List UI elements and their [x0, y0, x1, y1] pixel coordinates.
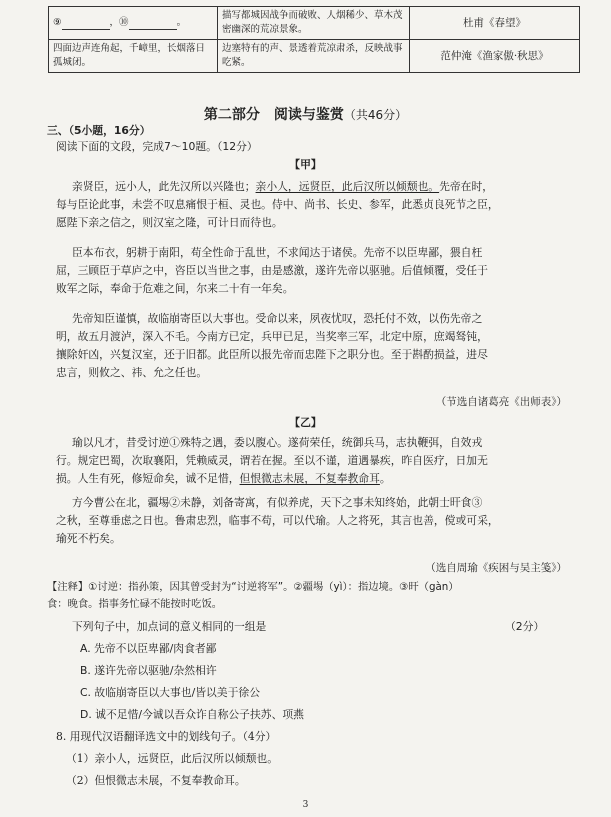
passage-line: 臣本布衣，躬耕于南阳，苟全性命于乱世，不求闻达于诸侯。先帝不以臣卑鄙，猥自枉 — [72, 246, 483, 259]
passage-line: 愿陛下亲之信之，则汉室之隆，可计日而待也。 — [56, 216, 283, 229]
source-cell: 范仲淹《渔家傲·秋思》 — [410, 40, 580, 73]
source-cell: 杜甫《春望》 — [410, 7, 580, 40]
description-cell: 描写都城因战争而破败、人烟稀少、草木茂密幽深的荒凉景象。 — [218, 7, 410, 40]
passage-line — [72, 180, 493, 194]
passage-line: 瑜以凡才，昔受讨逆①殊特之遇，委以腹心。遂荷荣任，统御兵马，志执鞭弭，自效戎 — [72, 436, 483, 449]
passage-line: 忠言，则攸之、祎、允之任也。 — [56, 366, 208, 379]
passage-line: 行。规定巴蜀，次取襄阳，凭赖威灵，谓若在握。至以不谨，道遇暴疾，昨自医疗，日加无 — [56, 454, 488, 467]
q7-option-d[interactable]: D. 诚不足惜/今诚以吾众诈自称公子扶苏、项燕 — [80, 708, 304, 721]
passage-b-source: （选自周瑜《疾困与吴主笺》） — [425, 562, 567, 574]
notes-line: 食：晚食。指事务忙碌不能按时吃饭。 — [47, 598, 223, 610]
q8-stem: 8. 用现代汉语翻译选文中的划线句子。（4分） — [56, 730, 277, 743]
part-score: （共46分） — [343, 108, 408, 122]
passage-line: 明，故五月渡泸，深入不毛。今南方已定，兵甲已足，当奖率三军，北定中原，庶竭驽钝， — [56, 330, 488, 343]
answer-blank[interactable] — [129, 19, 177, 30]
punct: 。 — [176, 17, 187, 28]
description-cell: 边塞特有的声、景透着荒凉肃杀，反映战事吃紧。 — [218, 40, 410, 73]
passage-line: 攘除奸凶，兴复汉室，还于旧都。此臣所以报先帝而忠陛下之职分也。至于斟酌损益，进尽 — [56, 348, 488, 361]
passage-line — [56, 472, 391, 486]
passage-line: 屈，三顾臣于草庐之中，咨臣以当世之事，由是感激，遂许先帝以驱驰。后值倾覆，受任于 — [56, 264, 488, 277]
blank-number: ⑨ — [53, 17, 62, 28]
poetry-fill-table — [48, 6, 580, 73]
text: 先帝在时， — [439, 180, 494, 193]
text: 损。人生有死，修短命矣，诚不足惜， — [56, 472, 240, 485]
table-row — [49, 7, 580, 40]
text: 亲贤臣，远小人，此先汉所以兴隆也； — [72, 180, 256, 193]
underlined-sentence: 但恨微志未展，不复奉教命耳 — [239, 472, 380, 485]
q8-item-2: （2）但恨微志未展，不复奉教命耳。 — [66, 774, 246, 787]
passage-line: 败军之际，奉命于危难之间，尔来二十有一年矣。 — [56, 282, 294, 295]
text: 。 — [379, 472, 391, 485]
blank-number: ⑩ — [119, 17, 129, 28]
passage-line: 瑜死不朽矣。 — [56, 532, 121, 545]
q7-score: （2分） — [505, 620, 545, 633]
passage-a-label: 【甲】 — [289, 158, 322, 171]
q7-stem: 下列句子中，加点词的意义相同的一组是 — [72, 620, 267, 633]
q8-item-1: （1）亲小人，远贤臣，此后汉所以倾颓也。 — [66, 752, 279, 765]
passage-b-label: 【乙】 — [289, 416, 322, 429]
answer-blank[interactable] — [62, 19, 110, 30]
sentence-cell: 四面边声连角起，千嶂里，长烟落日孤城闭。 — [49, 40, 218, 73]
passage-line: 方今曹公在北，疆埸②未静，刘备寄寓，有似养虎，天下之事未知终始，此朝士旰食③ — [72, 496, 483, 509]
blank-cell — [49, 7, 218, 40]
punct: ， — [109, 17, 120, 28]
notes-line: 【注释】①讨逆：指孙策，因其曾受封为“讨逆将军”。②疆埸（yì）：指边境。③旰（gàn） — [47, 581, 459, 593]
passage-line: 每与臣论此事，未尝不叹息痛恨于桓、灵也。侍中、尚书、长史、参军，此悉贞良死节之臣， — [56, 198, 499, 211]
part-title-text: 第二部分 阅读与鉴赏 — [203, 107, 344, 123]
section-heading: 三、（5小题，16分） — [47, 124, 151, 137]
page-number: 3 — [302, 800, 309, 810]
q7-option-a[interactable]: A. 先帝不以臣卑鄙/肉食者鄙 — [80, 642, 217, 655]
q7-option-c[interactable]: C. 故临崩寄臣以大事也/皆以美于徐公 — [80, 686, 260, 699]
part-title — [0, 104, 611, 124]
underlined-sentence: 亲小人，远贤臣，此后汉所以倾颓也。 — [255, 180, 440, 193]
section-instruction: 阅读下面的文段，完成7～10题。（12分） — [56, 140, 258, 153]
passage-line: 之秋，至尊垂虑之日也。鲁肃忠烈，临事不苟，可以代瑜。人之将死，其言也善，傥或可采， — [56, 514, 499, 527]
q7-option-b[interactable]: B. 遂许先帝以驱驰/杂然相许 — [80, 664, 217, 677]
passage-line: 先帝知臣谨慎，故临崩寄臣以大事也。受命以来，夙夜忧叹，恐托付不效，以伤先帝之 — [72, 312, 483, 325]
table-row — [49, 40, 580, 73]
passage-a-source: （节选自诸葛亮《出师表》） — [435, 396, 567, 408]
